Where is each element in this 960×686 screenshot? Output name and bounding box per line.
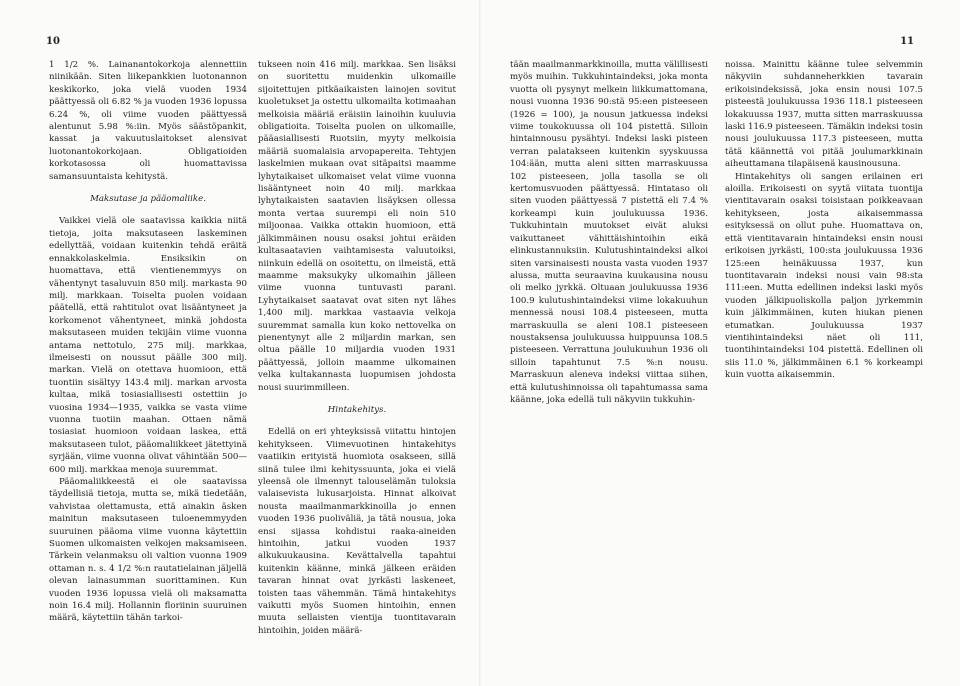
- paragraph: Pääomaliikkeestä ei ole saatavissa täydellisiä tietoja, mutta se, mikä tiedetään, vahvistaa olettamusta, että ainakin äsken mainitun maksutaseen tuloenemmyyden suuruinen pääoma viime vuonna käytettiin Suomen ulkomaisten velkojen maksamiseen. Tärkein velanmaksu oli valtion vuonna 1909 ottaman n. s. 4 1/2 %:n rautatielainan jäljellä olevan lainasumman suorittaminen. Kun vuoden 1936 lopussa vielä oli maksamatta noin 16.4 milj. Hollannin floriinin suuruinen määrä, käytettiin tähän tarkoi-: [49, 477, 247, 624]
- paragraph: Vaikkei vielä ole saatavissa kaikkia niitä tietoja, joita maksutaseen laskeminen edellyttää, voidaan kuitenkin tehdä eräitä ennakkolaskelmia. Ensiksikin on huomattava, että vientienemmyys on vähentynyt tasaluvuin 850 milj. markasta 90 milj. markkaan. Toiselta puolen voidaan päätellä, että rahtitulot ovat lisääntyneet ja korkomenot vähentyneet, minkä johdosta maksutaseen muiden tekijäin viime vuonna antama nettotulo, 275 milj. markkaa, ilmeisesti on noussut päälle 300 milj. markan. Vielä on otettava huomioon, että tuontiin sisältyy 143.4 milj. markan arvosta kultaa, mikä tosiasiallisesti ostettiin jo vuosina 1934—1935, vaikka se vasta viime vuonna tuotiin maahan. Ottaen nämä tosiasiat huomioon voidaan laskea, että maksutaseen tulot, pääomaliikkeet jätettyinä syrjään, viime vuonna olivat vähintään 500—600 milj. markkaa menoja suuremmat.: [49, 216, 247, 475]
- paragraph: noissa. Mainittu käänne tulee selvemmin näkyviin suhdanneherkkien tavarain erikoisindeksissä, joka ensin nousi 107.5 pisteestä joulukuussa 1936 118.1 pisteeseen lokakuussa 1937, mutta sitten marraskuussa laski 116.9 pisteeseen. Tämäkin indeksi tosin nousi joulukuussa 117.3 pisteeseen, mutta tätä käännettä voi pitää joulumarkkinain aiheuttamana tilapäisenä kausinousuna.: [725, 60, 923, 170]
- page-number-right: 11: [900, 36, 914, 47]
- section-heading: Maksutase ja pääomaliike.: [90, 194, 206, 205]
- section-heading: Hintakehitys.: [327, 404, 387, 415]
- text-column-2: [258, 59, 456, 637]
- paragraph: tukseen noin 416 milj. markkaa. Sen lisäksi on suoritettu muidenkin ulkomaille sijoitettujen pitkäaikaisten lainojen sovitut kuoletukset ja ostettu ulkomailta kotimaahan melkoisia määriä eräisiin lainoihin kuuluvia obligatioita. Toiselta puolen on ulkomaille, pääasiallisesti Ruotsiin, myyty melkoisia määriä suomalaisia arvopapereita. Tehtyjen laskelmien mukaan ovat sitäpaitsi maamme lyhytaikaiset ulkomaiset velat viime vuonna lisääntyneet noin 40 milj. markkaa lyhytaikaisten saatavien lisäyksen ollessa monta vertaa suurempi eli noin 510 miljoonaa. Vaikka ottakin huomioon, että jälkimmäinen nousu osaksi johtui eräiden kultasaatavien vaihtamisesta valuutoiksi, niinkuin edellä on osoitettu, on ilmeistä, että maamme maksukyky ulkomaihin jälleen viime vuonna tuntuvasti parani. Lyhytaikaiset saatavat ovat siten nyt lähes 1,400 milj. markkaa vastaavia velkoja suuremmat samalla kun koko nettovelka on pienentynyt alle 2 miljardin markan, sen oltua päälle 10 miljardia vuoden 1931 päättyessä, jolloin maamme ulkomainen velka kultakannasta luopumisen johdosta nousi suurimmilleen.: [258, 60, 456, 393]
- paragraph: Hintakehitys oli sangen erilainen eri aloilla. Erikoisesti on syytä viitata tuontija vientitavarain osaksi toisistaan poikkeavaan kehitykseen, josta aikaisemmassa esityksessä on ollut puhe. Huomattava on, että vientitavarain hintaindeksi ensin nousi erikoisen jyrkästi, 100:sta joulukuussa 1936 125:een heinäkuussa 1937, kun tuontitavarain indeksi nousi vain 98:sta 111:een. Mutta edellinen indeksi laski myös vuoden jälkipuoliskolla paljon jyrkemmin kuin jälkimmäinen, kuten hiukan pienen etumatkan. Joulukuussa 1937 vientihintaindeksi näet oli 111, tuontihintaindeksi 104 pistettä. Edellinen oli siis 11.0 %, jälkimmäinen 6.1 % korkeampi kuin vuotta aikaisemmin.: [725, 171, 923, 381]
- text-column-1: [49, 59, 247, 625]
- paragraph: 1 1/2 %. Lainanantokorkoja alennettiin niinikään. Siten liikepankkien luotonannon keskikorko, joka vielä vuoden 1934 päättyessä oli 6.82 % ja vuoden 1936 lopussa 6.24 %, oli viime vuoden päättyessä alentunut 5.98 %:iin. Myös säästöpankit, kassat ja vakuutuslaitokset alensivat luotonantokorkojaan. Obligatioiden korkotasossa oli huomattavissa samansuuntaista kehitystä.: [49, 60, 247, 182]
- paragraph: tään maailmanmarkkinoilla, mutta välillisesti myös muihin. Tukkuhintaindeksi, joka monta vuotta oli pysynyt melkein liikkumattomana, nousi vuonna 1936 90:stä 95:een pisteeseen (1926 = 100), ja nousun jatkuessa indeksi viime toukokuussa oli 104 pistettä. Silloin hintainnousu pysähtyi. Indeksi laski pisteen verran palatakseen kuitenkin syyskuussa 104:ään, mutta aleni sitten marraskuussa 102 pisteeseen, jolla tasolla se oli kertomusvuoden päättyessä. Hintataso oli siten vuoden päättyessä 7 pistettä eli 7.4 % korkeampi kuin joulukuussa 1936. Tukkuhintain muutokset eivät aluksi vaikuttaneet vähittäishintoihin eikä elinkustannuksiin. Kulutushintaindeksi alkoi siten varsinaisesti nousta vasta vuoden 1937 alussa, mutta seuraavina kuukausina nousu oli melko jyrkkä. Oltuaan joulukuussa 1936 100.9 kulutushintaindeksi viime lokakuuhun mennessä nousi 108.4 pisteeseen, mutta marraskuulla se aleni 108.1 pisteeseen noustaksensa joulukuussa huippuunsa 108.5 pisteeseen. Verrattuna joulukuuhun 1936 oli silloin tapahtunut 7.5 %:n nousu. Marraskuun aleneva indeksi viittaa siihen, että kulutushinnoissa oli tapahtumassa sama käänne, joka edellä tuli näkyviin tukkuhin-: [510, 60, 708, 405]
- text-column-4: [725, 59, 923, 382]
- paragraph: Edellä on eri yhteyksissä viitattu hintojen kehitykseen. Viimevuotinen hintakehitys vaatiikin erityistä huomiota osakseen, sillä siinä tulee ilmi kehityssuunta, joka ei vielä yleensä ole ilmennyt talouselämän tuloksia valaisevista lukusarjoista. Hinnat alkoivat nousta maailmanmarkkinoilla jo ennen vuoden 1936 puoliväliä, ja tätä nousua, joka ensi sijassa kohdistui raaka-aineiden hintoihin, jatkui vuoden 1937 alkukuukausina. Kevättalvella tapahtui kuitenkin käänne, minkä jälkeen eräiden tavaran hinnat ovat jyrkästi laskeneet, toisten taas vähemmän. Tämä hintakehitys vaikutti myös Suomen hintoihin, ennen muuta sellaisten vientija tuontitavarain hintoihin, joiden määrä-: [258, 427, 456, 636]
- page-number-left: 10: [46, 36, 60, 47]
- text-column-3: [510, 59, 708, 406]
- right-page: [480, 0, 960, 686]
